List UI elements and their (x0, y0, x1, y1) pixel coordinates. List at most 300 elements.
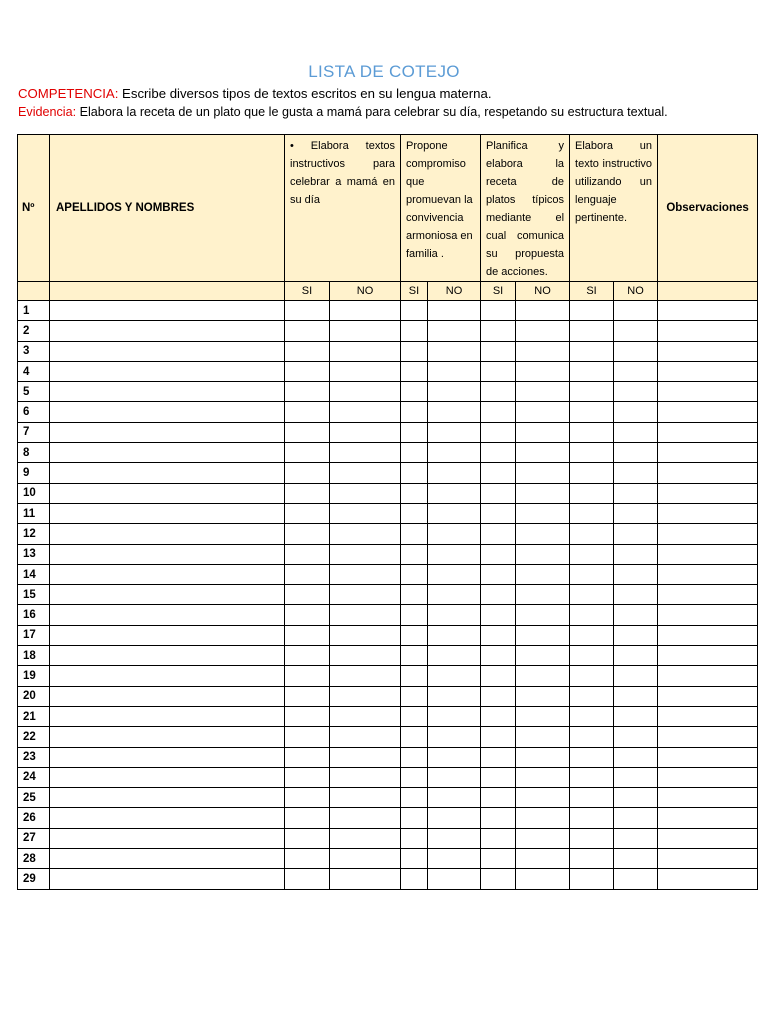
no-check-cell[interactable] (614, 544, 658, 564)
no-check-cell[interactable] (428, 666, 481, 686)
observations-cell[interactable] (658, 849, 758, 869)
no-check-cell[interactable] (614, 706, 658, 726)
si-check-cell[interactable] (570, 422, 614, 442)
si-check-cell[interactable] (285, 524, 330, 544)
si-check-cell[interactable] (481, 767, 516, 787)
si-check-cell[interactable] (401, 422, 428, 442)
si-check-cell[interactable] (285, 706, 330, 726)
si-check-cell[interactable] (481, 788, 516, 808)
no-check-cell[interactable] (516, 727, 570, 747)
no-check-cell[interactable] (428, 849, 481, 869)
student-name-cell[interactable] (50, 524, 285, 544)
observations-cell[interactable] (658, 321, 758, 341)
si-check-cell[interactable] (570, 625, 614, 645)
si-check-cell[interactable] (401, 747, 428, 767)
no-check-cell[interactable] (330, 321, 401, 341)
student-name-cell[interactable] (50, 747, 285, 767)
si-check-cell[interactable] (285, 321, 330, 341)
si-check-cell[interactable] (570, 808, 614, 828)
si-check-cell[interactable] (570, 727, 614, 747)
observations-cell[interactable] (658, 767, 758, 787)
si-check-cell[interactable] (401, 361, 428, 381)
student-name-cell[interactable] (50, 544, 285, 564)
observations-cell[interactable] (658, 828, 758, 848)
no-check-cell[interactable] (330, 341, 401, 361)
si-check-cell[interactable] (481, 808, 516, 828)
no-check-cell[interactable] (428, 808, 481, 828)
no-check-cell[interactable] (516, 463, 570, 483)
si-check-cell[interactable] (285, 544, 330, 564)
no-check-cell[interactable] (428, 686, 481, 706)
no-check-cell[interactable] (614, 767, 658, 787)
no-check-cell[interactable] (428, 747, 481, 767)
no-check-cell[interactable] (330, 463, 401, 483)
student-name-cell[interactable] (50, 808, 285, 828)
no-check-cell[interactable] (516, 849, 570, 869)
si-check-cell[interactable] (570, 788, 614, 808)
si-check-cell[interactable] (285, 402, 330, 422)
no-check-cell[interactable] (330, 727, 401, 747)
si-header: SI (401, 282, 428, 301)
observations-cell[interactable] (658, 788, 758, 808)
si-check-cell[interactable] (481, 605, 516, 625)
no-check-cell[interactable] (516, 321, 570, 341)
no-check-cell[interactable] (428, 402, 481, 422)
student-name-cell[interactable] (50, 869, 285, 889)
si-check-cell[interactable] (570, 564, 614, 584)
si-check-cell[interactable] (401, 483, 428, 503)
si-check-cell[interactable] (401, 382, 428, 402)
si-check-cell[interactable] (570, 483, 614, 503)
student-name-cell[interactable] (50, 321, 285, 341)
si-check-cell[interactable] (570, 585, 614, 605)
no-check-cell[interactable] (614, 605, 658, 625)
student-name-cell[interactable] (50, 443, 285, 463)
si-check-cell[interactable] (401, 443, 428, 463)
si-check-cell[interactable] (570, 767, 614, 787)
si-check-cell[interactable] (481, 828, 516, 848)
no-check-cell[interactable] (516, 605, 570, 625)
no-check-cell[interactable] (614, 625, 658, 645)
observations-cell[interactable] (658, 301, 758, 321)
student-name-cell[interactable] (50, 341, 285, 361)
no-check-cell[interactable] (428, 869, 481, 889)
student-name-cell[interactable] (50, 585, 285, 605)
no-check-cell[interactable] (614, 646, 658, 666)
no-check-cell[interactable] (614, 422, 658, 442)
observations-cell[interactable] (658, 524, 758, 544)
no-check-cell[interactable] (516, 422, 570, 442)
student-name-cell[interactable] (50, 503, 285, 523)
no-check-cell[interactable] (330, 503, 401, 523)
si-check-cell[interactable] (570, 706, 614, 726)
si-check-cell[interactable] (401, 808, 428, 828)
si-check-cell[interactable] (401, 524, 428, 544)
no-check-cell[interactable] (330, 625, 401, 645)
no-check-cell[interactable] (428, 382, 481, 402)
no-check-cell[interactable] (330, 422, 401, 442)
si-check-cell[interactable] (570, 869, 614, 889)
student-name-cell[interactable] (50, 625, 285, 645)
observations-cell[interactable] (658, 686, 758, 706)
si-check-cell[interactable] (481, 706, 516, 726)
observations-cell[interactable] (658, 422, 758, 442)
no-check-cell[interactable] (330, 869, 401, 889)
si-check-cell[interactable] (285, 686, 330, 706)
no-check-cell[interactable] (614, 849, 658, 869)
si-check-cell[interactable] (481, 301, 516, 321)
si-check-cell[interactable] (285, 788, 330, 808)
no-check-cell[interactable] (330, 483, 401, 503)
no-check-cell[interactable] (330, 849, 401, 869)
si-check-cell[interactable] (481, 747, 516, 767)
si-check-cell[interactable] (285, 564, 330, 584)
si-check-cell[interactable] (570, 666, 614, 686)
si-check-cell[interactable] (285, 767, 330, 787)
no-check-cell[interactable] (428, 341, 481, 361)
no-check-cell[interactable] (516, 361, 570, 381)
si-check-cell[interactable] (401, 727, 428, 747)
observations-cell[interactable] (658, 727, 758, 747)
no-check-cell[interactable] (516, 646, 570, 666)
si-check-cell[interactable] (481, 666, 516, 686)
si-check-cell[interactable] (481, 321, 516, 341)
no-check-cell[interactable] (516, 767, 570, 787)
observations-cell[interactable] (658, 605, 758, 625)
si-check-cell[interactable] (481, 585, 516, 605)
si-check-cell[interactable] (401, 767, 428, 787)
si-check-cell[interactable] (481, 443, 516, 463)
no-check-cell[interactable] (330, 747, 401, 767)
student-name-cell[interactable] (50, 849, 285, 869)
no-check-cell[interactable] (428, 828, 481, 848)
student-name-cell[interactable] (50, 402, 285, 422)
no-check-cell[interactable] (516, 706, 570, 726)
observations-cell[interactable] (658, 808, 758, 828)
no-check-cell[interactable] (330, 706, 401, 726)
no-check-cell[interactable] (614, 301, 658, 321)
observations-cell[interactable] (658, 483, 758, 503)
observations-cell[interactable] (658, 463, 758, 483)
no-check-cell[interactable] (614, 382, 658, 402)
no-check-cell[interactable] (330, 564, 401, 584)
no-check-cell[interactable] (614, 463, 658, 483)
si-check-cell[interactable] (481, 382, 516, 402)
student-name-cell[interactable] (50, 483, 285, 503)
no-check-cell[interactable] (516, 301, 570, 321)
no-check-cell[interactable] (516, 544, 570, 564)
si-check-cell[interactable] (481, 361, 516, 381)
no-check-cell[interactable] (428, 483, 481, 503)
si-check-cell[interactable] (481, 483, 516, 503)
row-number: 9 (18, 463, 50, 483)
observations-cell[interactable] (658, 503, 758, 523)
row-number: 12 (18, 524, 50, 544)
no-check-cell[interactable] (428, 646, 481, 666)
no-check-cell[interactable] (428, 463, 481, 483)
si-check-cell[interactable] (285, 503, 330, 523)
no-check-cell[interactable] (516, 808, 570, 828)
si-check-cell[interactable] (285, 625, 330, 645)
si-check-cell[interactable] (481, 564, 516, 584)
observations-cell[interactable] (658, 382, 758, 402)
si-check-cell[interactable] (570, 544, 614, 564)
table-row (18, 301, 758, 321)
no-check-cell[interactable] (330, 828, 401, 848)
si-check-cell[interactable] (401, 605, 428, 625)
si-check-cell[interactable] (401, 686, 428, 706)
no-check-cell[interactable] (614, 869, 658, 889)
no-check-cell[interactable] (330, 605, 401, 625)
si-check-cell[interactable] (481, 341, 516, 361)
si-check-cell[interactable] (570, 849, 614, 869)
observations-cell[interactable] (658, 646, 758, 666)
si-check-cell[interactable] (570, 747, 614, 767)
student-name-cell[interactable] (50, 828, 285, 848)
no-check-cell[interactable] (330, 544, 401, 564)
student-name-cell[interactable] (50, 686, 285, 706)
si-check-cell[interactable] (481, 402, 516, 422)
no-check-cell[interactable] (330, 788, 401, 808)
si-check-cell[interactable] (570, 321, 614, 341)
observations-cell[interactable] (658, 585, 758, 605)
si-check-cell[interactable] (481, 727, 516, 747)
si-check-cell[interactable] (401, 625, 428, 645)
no-check-cell[interactable] (614, 524, 658, 544)
no-check-cell[interactable] (614, 747, 658, 767)
no-check-cell[interactable] (330, 524, 401, 544)
si-check-cell[interactable] (570, 301, 614, 321)
si-check-cell[interactable] (570, 524, 614, 544)
no-check-cell[interactable] (614, 361, 658, 381)
si-check-cell[interactable] (401, 585, 428, 605)
si-check-cell[interactable] (401, 301, 428, 321)
si-check-cell[interactable] (401, 503, 428, 523)
si-check-cell[interactable] (285, 605, 330, 625)
no-check-cell[interactable] (614, 503, 658, 523)
no-check-cell[interactable] (614, 341, 658, 361)
si-check-cell[interactable] (481, 869, 516, 889)
no-check-cell[interactable] (614, 483, 658, 503)
no-check-cell[interactable] (516, 585, 570, 605)
no-check-cell[interactable] (330, 443, 401, 463)
subheader-blank (50, 282, 285, 301)
si-check-cell[interactable] (570, 503, 614, 523)
no-check-cell[interactable] (614, 564, 658, 584)
si-check-cell[interactable] (285, 361, 330, 381)
student-name-cell[interactable] (50, 463, 285, 483)
no-check-cell[interactable] (614, 443, 658, 463)
row-number: 23 (18, 747, 50, 767)
no-check-cell[interactable] (614, 666, 658, 686)
si-check-cell[interactable] (285, 646, 330, 666)
si-check-cell[interactable] (285, 341, 330, 361)
observations-cell[interactable] (658, 666, 758, 686)
no-check-cell[interactable] (516, 828, 570, 848)
no-check-cell[interactable] (516, 443, 570, 463)
student-name-cell[interactable] (50, 605, 285, 625)
si-check-cell[interactable] (285, 443, 330, 463)
si-check-cell[interactable] (401, 788, 428, 808)
student-name-cell[interactable] (50, 361, 285, 381)
si-check-cell[interactable] (285, 849, 330, 869)
no-check-cell[interactable] (614, 686, 658, 706)
no-check-cell[interactable] (428, 544, 481, 564)
no-check-cell[interactable] (428, 706, 481, 726)
no-check-cell[interactable] (330, 585, 401, 605)
si-check-cell[interactable] (401, 869, 428, 889)
si-check-cell[interactable] (285, 382, 330, 402)
si-check-cell[interactable] (401, 828, 428, 848)
si-check-cell[interactable] (401, 849, 428, 869)
si-check-cell[interactable] (401, 544, 428, 564)
student-name-cell[interactable] (50, 727, 285, 747)
checklist-table (17, 134, 758, 890)
no-check-cell[interactable] (614, 828, 658, 848)
si-check-cell[interactable] (481, 422, 516, 442)
si-check-cell[interactable] (285, 422, 330, 442)
no-check-cell[interactable] (614, 788, 658, 808)
si-check-cell[interactable] (570, 463, 614, 483)
no-check-cell[interactable] (428, 564, 481, 584)
observations-cell[interactable] (658, 625, 758, 645)
si-check-cell[interactable] (481, 524, 516, 544)
si-check-cell[interactable] (570, 686, 614, 706)
no-check-cell[interactable] (516, 503, 570, 523)
no-check-cell[interactable] (330, 767, 401, 787)
si-check-cell[interactable] (401, 341, 428, 361)
no-check-cell[interactable] (330, 808, 401, 828)
si-check-cell[interactable] (401, 402, 428, 422)
no-check-cell[interactable] (330, 666, 401, 686)
observations-cell[interactable] (658, 747, 758, 767)
si-check-cell[interactable] (570, 646, 614, 666)
table-row (18, 321, 758, 341)
no-check-cell[interactable] (330, 301, 401, 321)
si-check-cell[interactable] (481, 849, 516, 869)
no-check-cell[interactable] (516, 341, 570, 361)
no-check-cell[interactable] (428, 503, 481, 523)
no-check-cell[interactable] (428, 625, 481, 645)
student-name-cell[interactable] (50, 382, 285, 402)
si-check-cell[interactable] (401, 706, 428, 726)
no-check-cell[interactable] (330, 402, 401, 422)
no-check-cell[interactable] (614, 402, 658, 422)
no-check-cell[interactable] (516, 869, 570, 889)
si-check-cell[interactable] (481, 463, 516, 483)
si-check-cell[interactable] (285, 808, 330, 828)
si-check-cell[interactable] (570, 361, 614, 381)
no-check-cell[interactable] (428, 788, 481, 808)
si-check-cell[interactable] (570, 443, 614, 463)
observations-cell[interactable] (658, 564, 758, 584)
no-check-cell[interactable] (428, 422, 481, 442)
si-check-cell[interactable] (481, 686, 516, 706)
no-check-cell[interactable] (516, 686, 570, 706)
si-check-cell[interactable] (285, 301, 330, 321)
observations-cell[interactable] (658, 341, 758, 361)
si-check-cell[interactable] (285, 585, 330, 605)
si-check-cell[interactable] (570, 828, 614, 848)
no-check-cell[interactable] (330, 646, 401, 666)
si-check-cell[interactable] (285, 828, 330, 848)
observations-cell[interactable] (658, 544, 758, 564)
student-name-cell[interactable] (50, 564, 285, 584)
si-check-cell[interactable] (285, 463, 330, 483)
si-check-cell[interactable] (401, 321, 428, 341)
no-check-cell[interactable] (428, 727, 481, 747)
no-check-cell[interactable] (428, 361, 481, 381)
no-check-cell[interactable] (614, 321, 658, 341)
no-check-cell[interactable] (516, 402, 570, 422)
no-check-cell[interactable] (428, 767, 481, 787)
si-check-cell[interactable] (481, 625, 516, 645)
no-check-cell[interactable] (516, 483, 570, 503)
student-name-cell[interactable] (50, 646, 285, 666)
no-check-cell[interactable] (516, 747, 570, 767)
student-name-cell[interactable] (50, 788, 285, 808)
no-check-cell[interactable] (428, 321, 481, 341)
no-check-cell[interactable] (516, 788, 570, 808)
si-check-cell[interactable] (401, 463, 428, 483)
student-name-cell[interactable] (50, 767, 285, 787)
no-check-cell[interactable] (516, 666, 570, 686)
no-check-cell[interactable] (428, 585, 481, 605)
no-check-cell[interactable] (428, 443, 481, 463)
no-check-cell[interactable] (428, 605, 481, 625)
no-check-cell[interactable] (516, 564, 570, 584)
no-check-cell[interactable] (516, 625, 570, 645)
observations-cell[interactable] (658, 706, 758, 726)
si-check-cell[interactable] (401, 646, 428, 666)
student-name-cell[interactable] (50, 301, 285, 321)
no-check-cell[interactable] (330, 361, 401, 381)
observations-cell[interactable] (658, 443, 758, 463)
no-check-cell[interactable] (330, 382, 401, 402)
observations-cell[interactable] (658, 402, 758, 422)
observations-cell[interactable] (658, 361, 758, 381)
no-check-cell[interactable] (614, 727, 658, 747)
si-check-cell[interactable] (481, 646, 516, 666)
si-check-cell[interactable] (570, 341, 614, 361)
si-check-cell[interactable] (285, 483, 330, 503)
no-check-cell[interactable] (330, 686, 401, 706)
si-check-cell[interactable] (481, 503, 516, 523)
si-check-cell[interactable] (285, 727, 330, 747)
si-check-cell[interactable] (570, 382, 614, 402)
si-check-cell[interactable] (285, 747, 330, 767)
student-name-cell[interactable] (50, 706, 285, 726)
no-check-cell[interactable] (428, 301, 481, 321)
table-row (18, 828, 758, 848)
si-check-cell[interactable] (401, 666, 428, 686)
si-check-cell[interactable] (570, 605, 614, 625)
no-check-cell[interactable] (614, 808, 658, 828)
row-number: 19 (18, 666, 50, 686)
si-check-cell[interactable] (481, 544, 516, 564)
no-check-cell[interactable] (428, 524, 481, 544)
si-check-cell[interactable] (285, 666, 330, 686)
no-check-cell[interactable] (516, 382, 570, 402)
si-check-cell[interactable] (570, 402, 614, 422)
si-check-cell[interactable] (401, 564, 428, 584)
no-check-cell[interactable] (516, 524, 570, 544)
observations-cell[interactable] (658, 869, 758, 889)
student-name-cell[interactable] (50, 422, 285, 442)
no-check-cell[interactable] (614, 585, 658, 605)
student-name-cell[interactable] (50, 666, 285, 686)
si-check-cell[interactable] (285, 869, 330, 889)
